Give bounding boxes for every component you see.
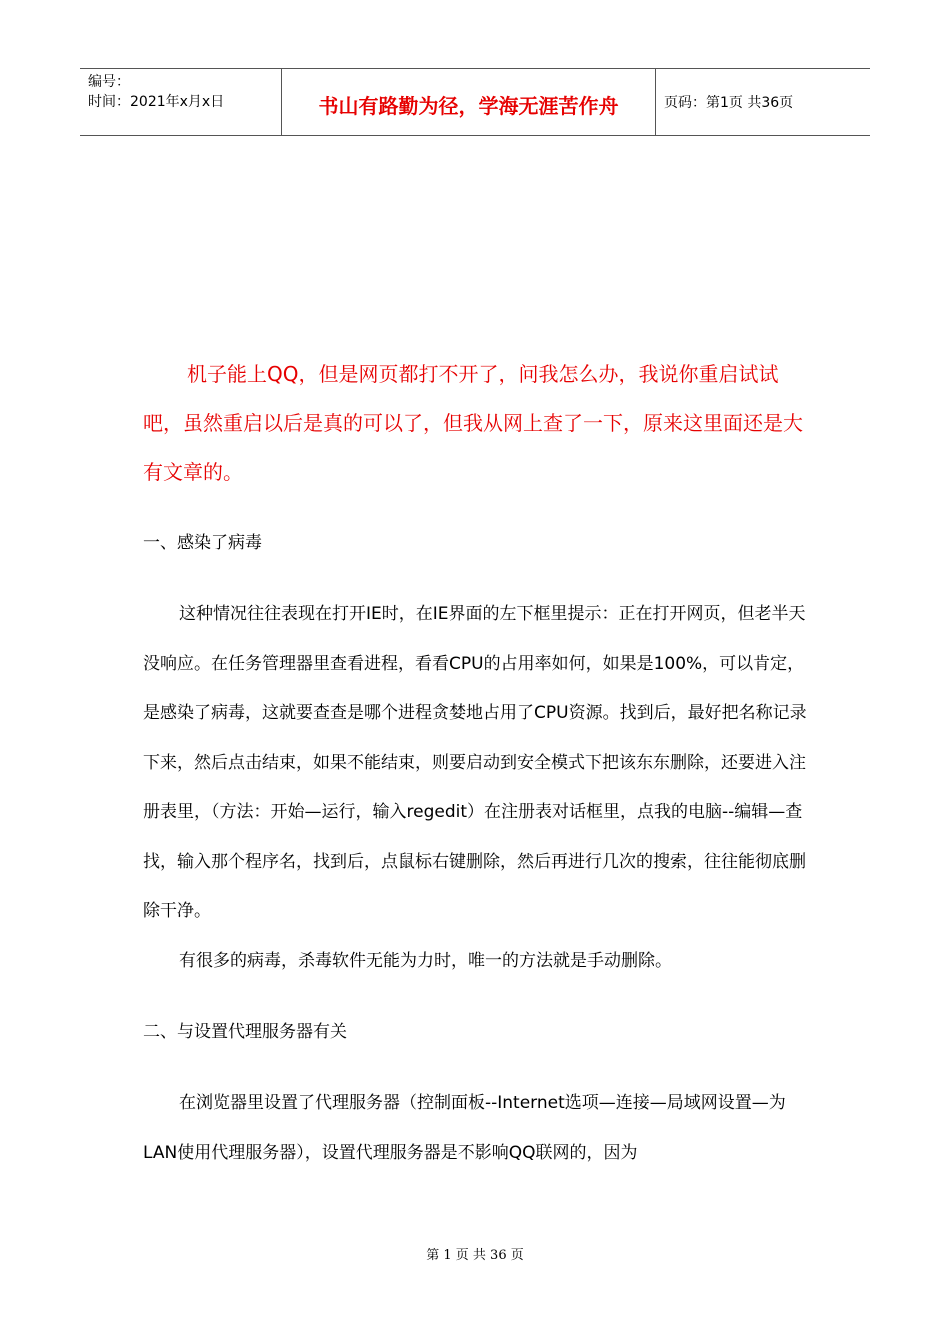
section-1-heading: 一、感染了病毒 xyxy=(143,533,262,553)
page-info: 页码：第1页 共36页 xyxy=(664,95,794,111)
page-footer xyxy=(0,1244,950,1263)
number-label: 编号： xyxy=(88,74,130,90)
section-1-paragraph-2: 有很多的病毒，杀毒软件无能为力时，唯一的方法就是手动删除。 xyxy=(179,950,672,971)
section-1-paragraph-1: 这种情况往往表现在打开IE时，在IE界面的左下框里提示：正在打开网页，但老半天没响应。在任务管理器里查看进程，看看CPU的占用率如何，如果是100%，可以肯定，是感染了病毒，这就要查查是哪个进程贪婪地占用了CPU资源。找到后，最好把名称记录下来，然后点击结束，如果不能结束，则要启动到安全模式下把该东东删除，还要进入注册表里，（方法：开始—运行，输入regedit）在注册表对话框里，点我的电脑--编辑—查找，输入那个程序名，找到后，点鼠标右键删除，然后再进行几次的搜索，往往能彻底删除干净。 xyxy=(143,604,807,921)
document-body xyxy=(143,350,813,1178)
footer-page-number: 第 1 页 共 36 页 xyxy=(426,1248,524,1263)
header-motto-cell xyxy=(282,69,656,135)
document-header xyxy=(80,68,870,136)
header-meta xyxy=(80,69,282,135)
time-label: 时间：2021年x月x日 xyxy=(88,94,225,110)
header-page-info xyxy=(656,69,870,135)
intro-paragraph: 机子能上QQ，但是网页都打不开了，问我怎么办，我说你重启试试吧，虽然重启以后是真的可以了，但我从网上查了一下，原来这里面还是大有文章的。 xyxy=(143,362,803,484)
section-2-paragraph-1: 在浏览器里设置了代理服务器（控制面板--Internet选项—连接—局域网设置—为LAN使用代理服务器），设置代理服务器是不影响QQ联网的，因为 xyxy=(143,1093,786,1163)
motto: 书山有路勤为径，学海无涯苦作舟 xyxy=(318,93,619,118)
section-2-heading: 二、与设置代理服务器有关 xyxy=(143,1022,347,1042)
